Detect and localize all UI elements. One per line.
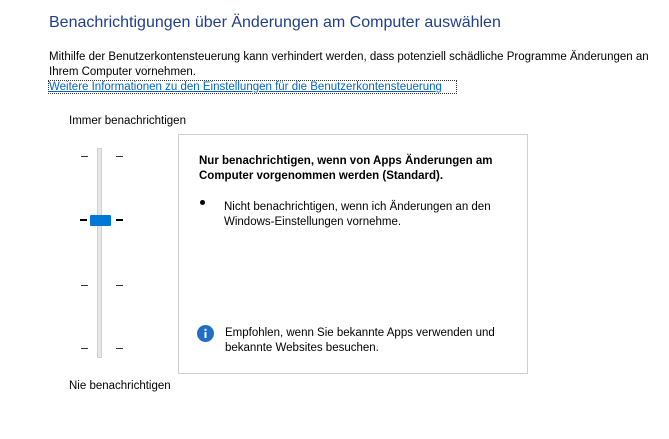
- tick-right-4: [116, 348, 123, 349]
- slider-thumb[interactable]: [90, 215, 111, 226]
- description-text: Mithilfe der Benutzerkontensteuerung kann verhindert werden, dass potenziell schädliche Programme Änderungen an Ihrem Computer vornehmen.: [49, 51, 649, 78]
- level-description-panel: [178, 134, 528, 374]
- level-bullet-text: Nicht benachrichtigen, wenn ich Änderungen an den Windows-Einstellungen vornehme.: [224, 201, 491, 228]
- level-heading: Nur benachrichtigen, wenn von Apps Änderungen am Computer vorgenommen werden (Standard).: [199, 155, 493, 182]
- recommendation-text: Empfohlen, wenn Sie bekannte Apps verwenden und bekannte Websites besuchen.: [225, 327, 495, 354]
- tick-left-3: [81, 285, 88, 286]
- tick-left-4: [81, 348, 88, 349]
- bullet-dot: [200, 200, 205, 205]
- tick-right-3: [116, 285, 123, 286]
- slider-track[interactable]: [97, 148, 102, 358]
- slider-bottom-label: Nie benachrichtigen: [69, 380, 171, 392]
- info-icon: [197, 325, 214, 342]
- notification-level-slider[interactable]: [74, 148, 130, 358]
- slider-top-label: Immer benachrichtigen: [69, 115, 186, 127]
- more-info-link[interactable]: Weitere Informationen zu den Einstellungen für die Benutzerkontensteuerung: [49, 81, 442, 93]
- tick-right-2: [116, 219, 123, 221]
- page-title: Benachrichtigungen über Änderungen am Computer auswählen: [49, 14, 501, 31]
- tick-left-2: [80, 219, 87, 221]
- tick-right-1: [116, 156, 123, 157]
- tick-left-1: [81, 156, 88, 157]
